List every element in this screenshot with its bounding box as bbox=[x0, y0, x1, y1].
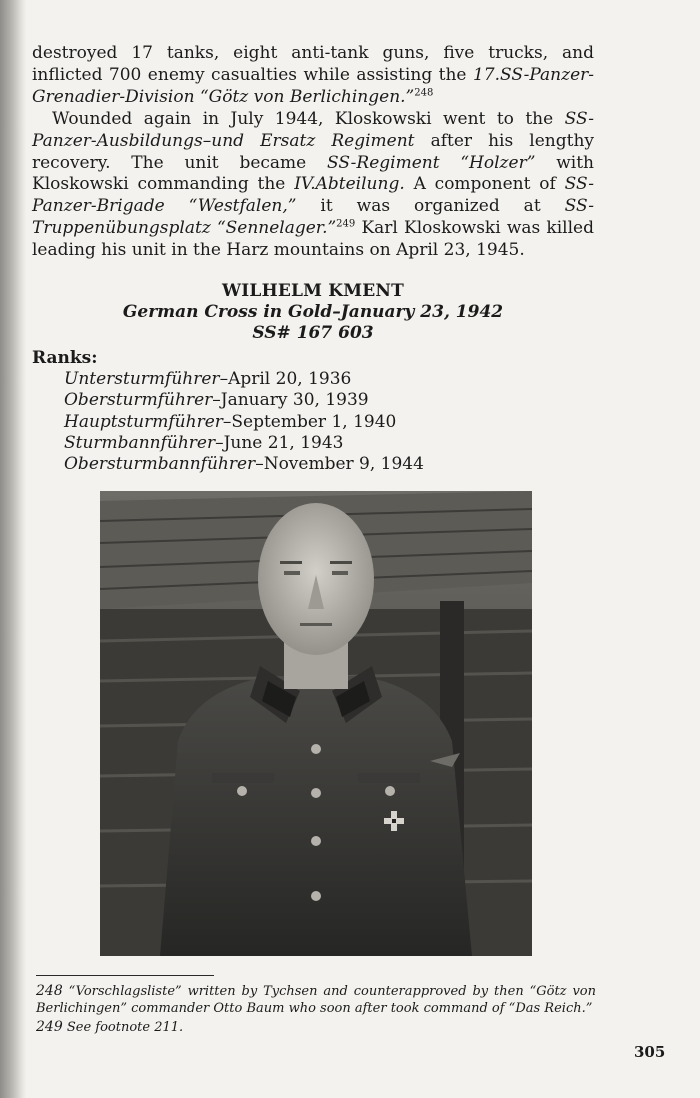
book-gutter-shadow bbox=[0, 0, 26, 1098]
paragraph-text: Karl Kloskowski was killed leading his unit in the Harz mountains on April 23, 1945. bbox=[32, 217, 594, 260]
footnote-ref-248[interactable]: 248 bbox=[414, 86, 434, 98]
footnote-text: See footnote 211. bbox=[62, 1020, 184, 1035]
person-name: WILHELM KMENT bbox=[221, 281, 405, 301]
paragraph-text: after his lengthy recovery. The unit became bbox=[32, 130, 594, 173]
footnote-divider bbox=[36, 975, 214, 976]
footnote-number: 249 bbox=[36, 1019, 63, 1035]
unit-name-italic: SS-Regiment “Holzer” bbox=[327, 152, 536, 173]
footnotes bbox=[36, 983, 596, 1038]
page-number: 305 bbox=[634, 1043, 666, 1061]
paragraph-text: it was organized at bbox=[296, 196, 565, 217]
rank-date: –January 30, 1939 bbox=[212, 390, 369, 411]
footnote-248 bbox=[36, 983, 596, 1017]
paragraph-text: A component of bbox=[404, 174, 565, 195]
portrait-photo bbox=[100, 491, 532, 956]
rank-title: Hauptsturmführer bbox=[64, 411, 223, 432]
rank-item bbox=[64, 369, 584, 390]
rank-item bbox=[64, 390, 584, 411]
rank-item bbox=[64, 412, 584, 433]
unit-name-italic: 17.SS-Panzer-Grenadier-Division “Götz von Berlichingen.” bbox=[32, 64, 594, 107]
paragraph-text: Wounded again in July 1944, Kloskowski went to the bbox=[52, 109, 565, 129]
unit-name-italic: SS-Panzer-Ausbildungs–und Ersatz Regiment bbox=[32, 109, 594, 151]
portrait-illustration bbox=[100, 491, 532, 956]
rank-date: –September 1, 1940 bbox=[222, 411, 397, 432]
footnote-text: “Vorschlagsliste” written by Tychsen and counterapproved by then “Götz von Berlichingen” commander Otto Baum who soon after took command of “Das Reich.” bbox=[36, 984, 596, 1016]
ranks-label: Ranks: bbox=[32, 348, 98, 368]
rank-title: Untersturmführer bbox=[64, 369, 220, 389]
footnote-number: 248 bbox=[36, 983, 63, 999]
paragraph-continuation bbox=[32, 43, 594, 108]
rank-date: –April 20, 1936 bbox=[219, 369, 352, 389]
rank-date: –June 21, 1943 bbox=[215, 432, 344, 453]
ss-number: SS# 167 603 bbox=[252, 323, 374, 343]
biography-heading bbox=[32, 281, 594, 344]
rank-title: Obersturmbannführer bbox=[64, 454, 256, 475]
rank-item bbox=[64, 433, 584, 454]
unit-name-italic: SS-Panzer-Brigade “Westfalen,” bbox=[32, 174, 595, 217]
rank-item bbox=[64, 454, 584, 475]
rank-title: Obersturmführer bbox=[64, 390, 213, 411]
unit-name-italic: IV.Abteilung. bbox=[294, 174, 405, 195]
award-line: German Cross in Gold–January 23, 1942 bbox=[122, 302, 504, 322]
footnote-ref-249[interactable]: 249 bbox=[336, 218, 356, 230]
paragraph-text: destroyed 17 tanks, eight anti-tank guns, five trucks, and inflicted 700 enemy casualties while assisting the bbox=[32, 43, 594, 85]
paragraph-text: with Kloskowski commanding the bbox=[32, 152, 594, 195]
place-name-italic: SS-Truppenübungsplatz “Sennelager.” bbox=[32, 196, 594, 238]
paragraph-wounded bbox=[32, 109, 594, 262]
rank-date: –November 9, 1944 bbox=[255, 454, 424, 475]
rank-title: Sturmbannführer bbox=[64, 432, 216, 453]
ranks-list bbox=[64, 369, 584, 475]
footnote-249 bbox=[36, 1019, 596, 1036]
